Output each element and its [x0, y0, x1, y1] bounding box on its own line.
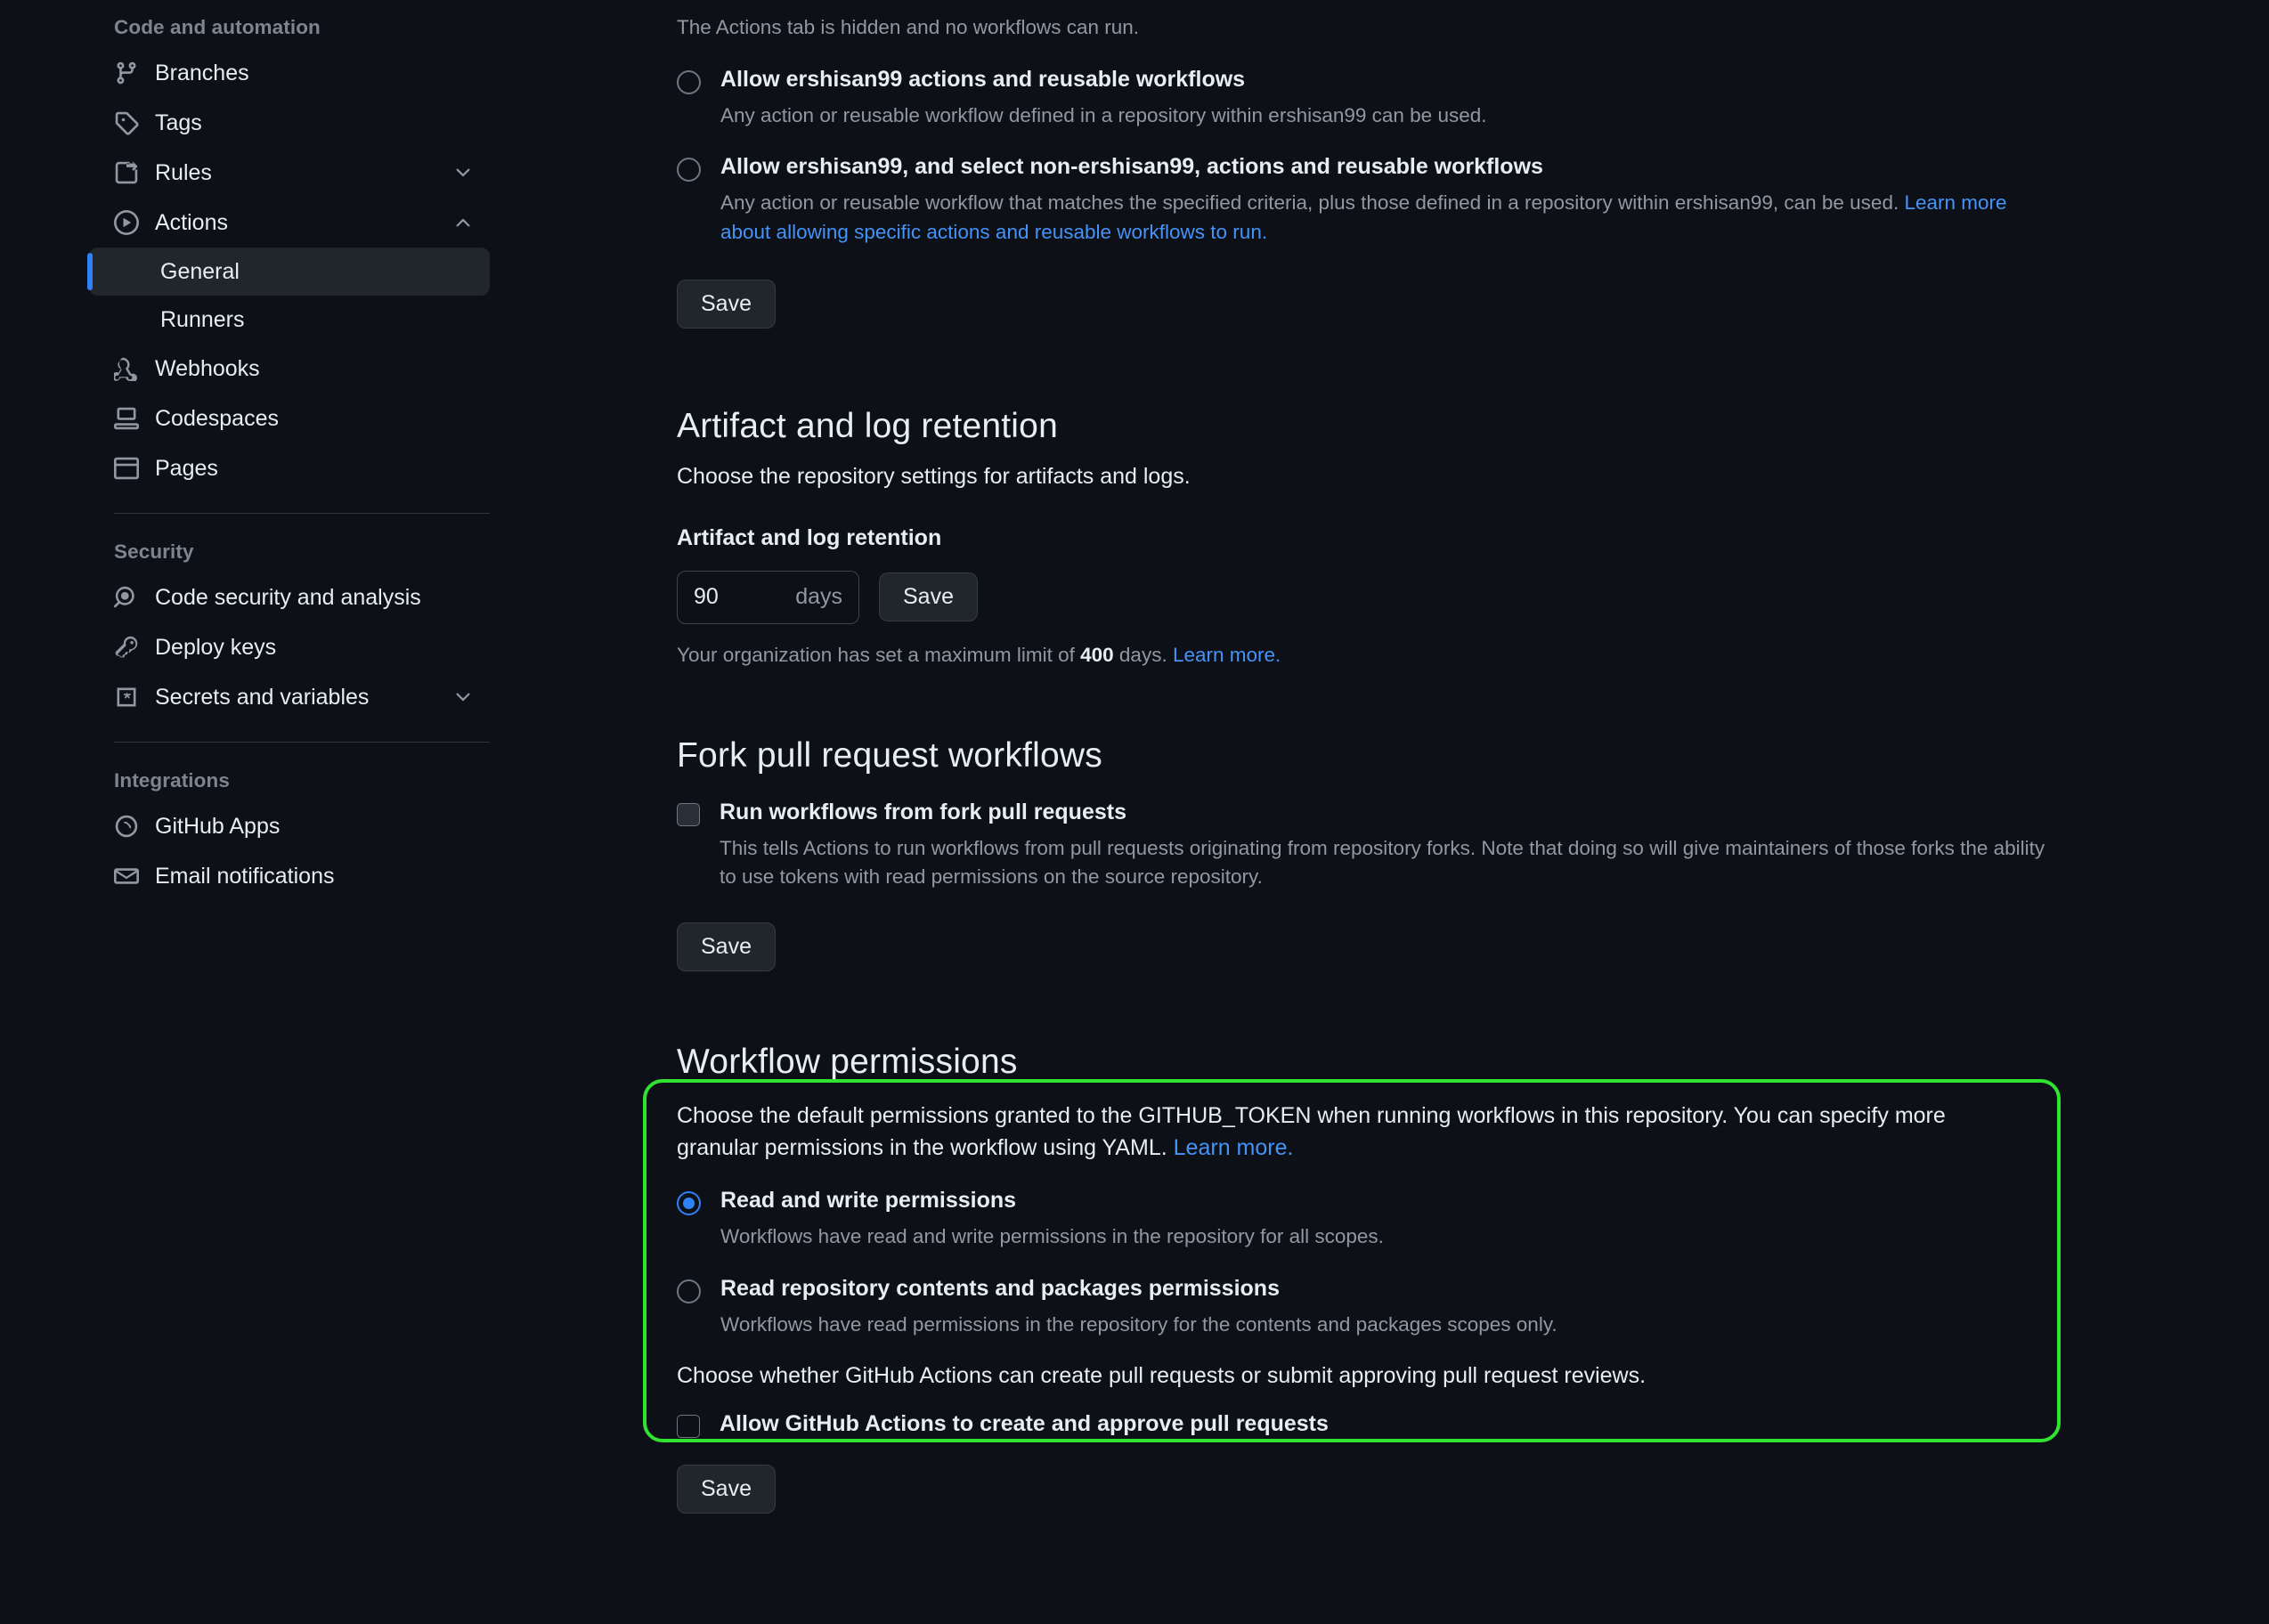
sidebar-item-webhooks[interactable]	[89, 344, 490, 394]
sidebar-item-branches[interactable]	[89, 48, 490, 98]
nav-group-title: Code and automation	[114, 16, 321, 38]
option-description: Workflows have read permissions in the repository for the contents and packages scopes only.	[720, 1313, 1557, 1336]
artifact-retention-unit: days	[795, 584, 842, 610]
sidebar-item-label: Tags	[155, 110, 202, 135]
learn-more-link[interactable]: Learn more.	[1172, 643, 1281, 666]
artifact-retention-field-label: Artifact and log retention	[677, 524, 942, 550]
option-title: Allow ershisan99, and select non-ershisan99, actions and reusable workflows	[720, 154, 1543, 180]
artifact-retention-value: 90	[694, 584, 719, 610]
nav-group-code-automation	[89, 9, 650, 493]
sidebar-item-label: Pages	[155, 455, 218, 481]
option-title: Allow GitHub Actions to create and approve pull requests	[720, 1410, 1329, 1436]
option-description: This tells Actions to run workflows from pull requests originating from repository forks. Note that doing so will give maintainers of those forks the ability to use tokens with read permissions on the source repository.	[720, 836, 2045, 889]
sidebar-item-label: Rules	[155, 159, 212, 185]
sidebar-item-label: Branches	[155, 60, 249, 85]
description-text: Choose the default permissions granted to the GITHUB_TOKEN when running workflows in this repository. You can specify more granular permissions in the workflow using YAML.	[677, 1102, 1946, 1161]
artifact-retention-subtext: Choose the repository settings for artifacts and logs.	[677, 463, 1191, 489]
artifact-retention-input[interactable]	[677, 571, 859, 624]
mail-icon	[114, 864, 139, 889]
option-description	[720, 189, 2056, 247]
sidebar-item-actions-runners[interactable]	[89, 296, 490, 344]
sidebar-item-label: Deploy keys	[155, 634, 277, 660]
radio-allow-org-actions[interactable]	[677, 70, 701, 94]
sidebar-item-email-notifications[interactable]	[89, 851, 490, 901]
option-title: Allow ershisan99 actions and reusable workflows	[720, 66, 1246, 92]
sidebar-item-github-apps[interactable]	[89, 801, 490, 851]
sidebar-item-label: Code security and analysis	[155, 584, 421, 610]
pages-icon	[114, 456, 139, 481]
sidebar-item-actions[interactable]	[89, 198, 490, 248]
nav-group-integrations	[89, 762, 650, 901]
sidebar-item-secrets-variables[interactable]	[89, 672, 490, 722]
option-title: Run workflows from fork pull requests	[720, 799, 1126, 824]
sidebar-item-label: Webhooks	[155, 355, 260, 381]
save-button-fork-pr[interactable]: Save	[677, 922, 776, 971]
key-icon	[114, 635, 139, 660]
chevron-down-icon[interactable]	[452, 162, 474, 183]
sidebar-item-label: Codespaces	[155, 405, 279, 431]
pr-approval-description: Choose whether GitHub Actions can create pull requests or submit approving pull request reviews.	[677, 1362, 1647, 1388]
sidebar-item-codespaces[interactable]	[89, 394, 490, 443]
workflow-permissions-heading: Workflow permissions	[677, 1042, 1018, 1081]
rules-icon	[114, 160, 139, 185]
learn-more-link[interactable]: Learn more about allowing specific actions and reusable workflows to run.	[720, 191, 2007, 243]
note-suffix: days.	[1113, 643, 1173, 666]
sidebar-divider	[114, 513, 490, 514]
actions-permission-option-2[interactable]	[677, 153, 2118, 247]
artifact-retention-heading: Artifact and log retention	[677, 406, 1058, 445]
chevron-up-icon[interactable]	[452, 212, 474, 233]
webhook-icon	[114, 356, 139, 381]
nav-group-title: Integrations	[114, 769, 230, 792]
option-description-text: Any action or reusable workflow that matches the specified criteria, plus those defined in a repository within ershisan99, can be used.	[720, 191, 1905, 215]
sidebar-item-label: Actions	[155, 209, 228, 235]
save-button-pr-approval[interactable]: Save	[677, 1465, 776, 1514]
sidebar-item-label: Secrets and variables	[155, 684, 370, 710]
option-title: Read and write permissions	[720, 1188, 1017, 1214]
branch-icon	[114, 61, 139, 85]
sidebar-divider	[114, 742, 490, 743]
actions-disabled-note: The Actions tab is hidden and no workflows can run.	[677, 16, 1140, 38]
sidebar-item-deploy-keys[interactable]	[89, 622, 490, 672]
secrets-icon	[114, 685, 139, 710]
option-title: Read repository contents and packages permissions	[720, 1276, 1280, 1301]
nav-group-title: Security	[114, 540, 194, 563]
fork-pr-heading: Fork pull request workflows	[677, 735, 1102, 775]
sidebar-item-tags[interactable]	[89, 98, 490, 148]
actions-icon	[114, 210, 139, 235]
sidebar-item-actions-general[interactable]	[89, 248, 490, 296]
save-button-artifact-retention[interactable]: Save	[879, 572, 978, 621]
checkbox-run-workflows-from-fork-prs[interactable]	[677, 803, 700, 826]
option-description: Any action or reusable workflow defined in a repository within ershisan99 can be used.	[720, 103, 1487, 126]
sidebar-item-code-security[interactable]	[89, 572, 490, 622]
radio-allow-org-and-select[interactable]	[677, 158, 701, 182]
option-description: Workflows have read and write permissions in the repository for all scopes.	[720, 1225, 1384, 1248]
codespaces-icon	[114, 406, 139, 431]
chevron-down-icon[interactable]	[452, 686, 474, 708]
artifact-retention-note	[677, 644, 2118, 667]
code-scan-icon	[114, 585, 139, 610]
sidebar-item-rules[interactable]	[89, 148, 490, 198]
workflow-permissions-highlight-box	[643, 1079, 2061, 1442]
sidebar-item-label: GitHub Apps	[155, 813, 281, 839]
sidebar-item-label: Email notifications	[155, 863, 335, 889]
actions-permission-option-1[interactable]	[677, 66, 2118, 131]
nav-group-security	[89, 533, 650, 722]
fork-pr-option[interactable]	[677, 799, 2118, 892]
sidebar-item-label: General	[160, 258, 240, 284]
save-button-actions-permissions[interactable]: Save	[677, 280, 776, 329]
sidebar-item-label: Runners	[160, 306, 245, 332]
tag-icon	[114, 110, 139, 135]
sidebar-item-pages[interactable]	[89, 443, 490, 493]
note-prefix: Your organization has set a maximum limit of	[677, 643, 1081, 666]
learn-more-link[interactable]: Learn more.	[1173, 1135, 1294, 1161]
apps-icon	[114, 814, 139, 839]
note-max-value: 400	[1080, 643, 1114, 666]
settings-sidebar	[0, 0, 650, 1624]
